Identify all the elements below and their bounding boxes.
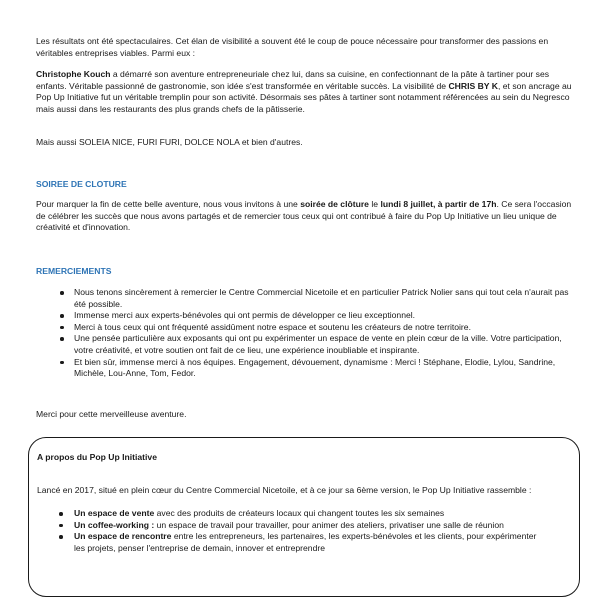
kouch-text-b: , et son ancrage au Pop Up Initiative fut un véritable tremplin pour son activité. Désormais ses pâtes à tartiner sont notamment référencées au sein du Negresco mais aussi dans les restaurants des plus grands chefs de la pâtisserie. xyxy=(36,80,572,114)
list-item: Merci à tous ceux qui ont fréquenté assidûment notre espace et soutenu les créateurs de notre territoire. xyxy=(36,322,576,334)
soiree-bold-a: soirée de clôture xyxy=(300,199,369,209)
item-bold: Un espace de rencontre xyxy=(74,531,172,542)
list-item: Et bien sûr, immense merci à nos équipes. Engagement, dévouement, dynamisme : Merci ! Stéphane, Elodie, Lylou, Sandrine, Michèle, Lou-Anne, Tom, Fedor. xyxy=(36,357,576,380)
item-bold: Un espace de vente xyxy=(74,508,155,518)
intro-paragraph: Les résultats ont été spectaculaires. Cet élan de visibilité a souvent été le coup de pouce nécessaire pour transformer des passions en véritables entreprises viables. Parmi eux : xyxy=(36,36,549,58)
soiree-text-c: . Ce sera l'occasion de célébrer les succès que nous avons partagés et de remercier tous ceux qui ont contribué à faire du Pop Up Initiative un lieu unique de créativité et d'innovation. xyxy=(36,199,572,233)
kouch-brand: CHRIS BY K xyxy=(448,80,498,91)
item-text: un espace de travail pour travailler, pour animer des ateliers, privatiser une salle de réunion xyxy=(154,519,504,530)
list-item: Une pensée particulière aux exposants qui ont pu expérimenter un espace de vente en plein cœur de la ville. Votre participation, votre créativité, et votre soutien ont fait de ce lieu, une expérience inoubliable et inspirante. xyxy=(36,333,576,356)
kouch-paragraph xyxy=(36,69,576,115)
item-text: entre les entrepreneurs, les partenaires, les experts-bénévoles et les clients, pour expérimenter les projets, penser l'entreprise de demain, innover et entreprendre xyxy=(74,531,537,553)
apropos-box xyxy=(28,437,580,597)
item-bold: Un coffee-working : xyxy=(74,519,155,530)
list-item: Immense merci aux experts-bénévoles qui ont permis de développer ce lieu exceptionnel. xyxy=(36,310,576,322)
soiree-bold-b: lundi 8 juillet, à partir de 17h xyxy=(380,199,497,209)
apropos-text: Lancé en 2017, situé en plein cœur du Centre Commercial Nicetoile, et à ce jour sa 6ème version, le Pop Up Initiative rassemble : xyxy=(37,485,532,495)
soiree-text-a: Pour marquer la fin de cette belle aventure, nous vous invitons à une xyxy=(36,199,301,209)
list-item: Nous tenons sincèrement à remercier le Centre Commercial Nicetoile et en particulier Patrick Nolier sans qui tout cela n'aurait pas été possible. xyxy=(36,287,576,310)
kouch-name: Christophe Kouch xyxy=(36,69,111,79)
list-item xyxy=(37,531,547,554)
others-paragraph: Mais aussi SOLEIA NICE, FURI FURI, DOLCE NOLA et bien d'autres. xyxy=(36,137,303,147)
list-item xyxy=(37,508,547,520)
item-text: avec des produits de créateurs locaux qui changent toutes les six semaines xyxy=(154,508,445,518)
apropos-list xyxy=(37,508,547,554)
kouch-text-a: a démarré son aventure entrepreneuriale chez lui, dans sa cuisine, en confectionnant de la pâte à tartiner pour ses enfants. Véritable passionné de gastronomie, son idée s'est transformée en véritable succès. La visibilité de xyxy=(36,69,550,91)
remerciements-list xyxy=(36,287,576,380)
soiree-paragraph xyxy=(36,199,576,234)
closing-paragraph: Merci pour cette merveilleuse aventure. xyxy=(36,409,187,419)
soiree-heading: SOIREE DE CLOTURE xyxy=(36,179,127,189)
apropos-title: A propos du Pop Up Initiative xyxy=(37,452,157,462)
soiree-text-b: le xyxy=(368,199,381,209)
list-item xyxy=(37,520,547,532)
remerciements-heading: REMERCIEMENTS xyxy=(36,266,112,276)
